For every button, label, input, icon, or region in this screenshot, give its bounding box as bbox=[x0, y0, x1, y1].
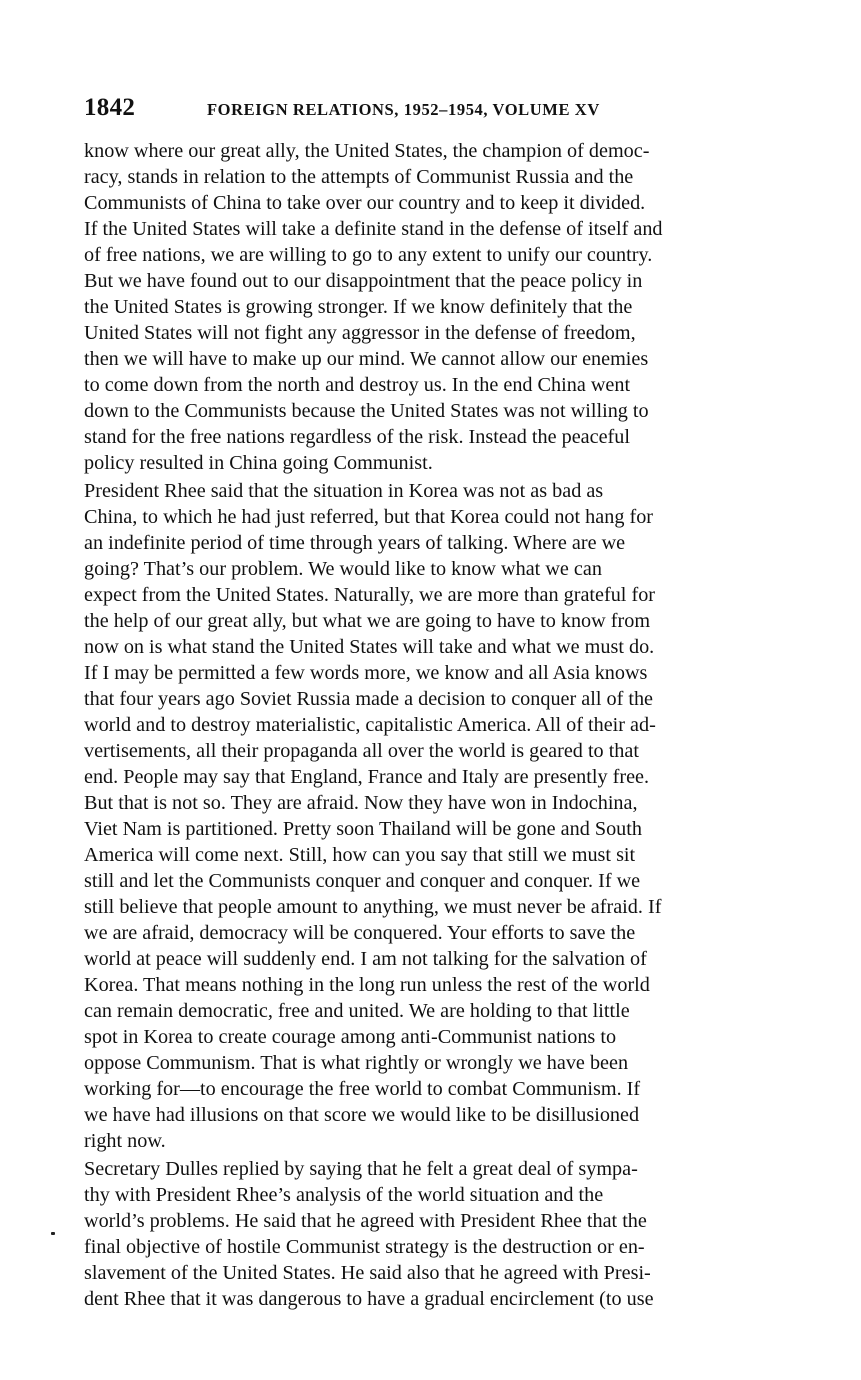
paragraph: Secretary Dulles replied by saying that he felt a great deal of sympa- thy with President Rhee’s analysis of the world situation and the world’s problems. He said that he agreed with President Rhee that the final objective of hostile Communist strategy is the destruction or en- slavement of the United States. He said also that he agreed with Presi- dent Rhee that it was dangerous to have a gradual encirclement (to use bbox=[84, 1158, 654, 1310]
page-number: 1842 bbox=[84, 94, 136, 121]
paragraph: President Rhee said that the situation in Korea was not as bad as China, to which he had just referred, but that Korea could not hang for an indefinite period of time through years of talking. Where are we going? That’s our problem. We would like to know what we can expect from the United States. Naturally, we are more than grateful for the help of our great ally, but what we are going to have to know from now on is what stand the United States will take and what we must do. If I may be permitted a few words more, we know and all Asia knows that four years ago Soviet Russia made a decision to conquer all of the world and to destroy materialistic, capitalistic America. All of their ad- vertisements, all their propaganda all over the world is geared to that end. People may say that England, France and Italy are presently free. But that is not so. They are afraid. Now they have won in Indochina, Viet Nam is partitioned. Pretty soon Thailand will be gone and South America will come next. Still, how can you say that still we must sit still and let the Communists conquer and conquer and conquer. If we still believe that people amount to anything, we must never be afraid. If we are afraid, democracy will be conquered. Your efforts to save the world at peace will suddenly end. I am not talking for the salvation of Korea. That means nothing in the long run unless the rest of the world can remain democratic, free and united. We are holding to that little spot in Korea to create courage among anti-Communist nations to oppose Communism. That is what rightly or wrongly we have been working for—to encourage the free world to combat Communism. If we have had illusions on that score we would like to be disillusioned right now. bbox=[84, 480, 662, 1152]
margin-mark bbox=[51, 1232, 55, 1235]
body-text bbox=[84, 138, 776, 1314]
running-head: FOREIGN RELATIONS, 1952–1954, VOLUME XV bbox=[207, 100, 600, 119]
page-header bbox=[84, 94, 784, 130]
paragraph: know where our great ally, the United States, the champion of democ- racy, stands in relation to the attempts of Communist Russia and the Communists of China to take over our country and to keep it divided. If the United States will take a definite stand in the defense of itself and of free nations, we are willing to go to any extent to unify our country. But we have found out to our disappointment that the peace policy in the United States is growing stronger. If we know definitely that the United States will not fight any aggressor in the defense of freedom, then we will have to make up our mind. We cannot allow our enemies to come down from the north and destroy us. In the end China went down to the Communists because the United States was not willing to stand for the free nations regardless of the risk. Instead the peaceful policy resulted in China going Communist. bbox=[84, 140, 663, 474]
